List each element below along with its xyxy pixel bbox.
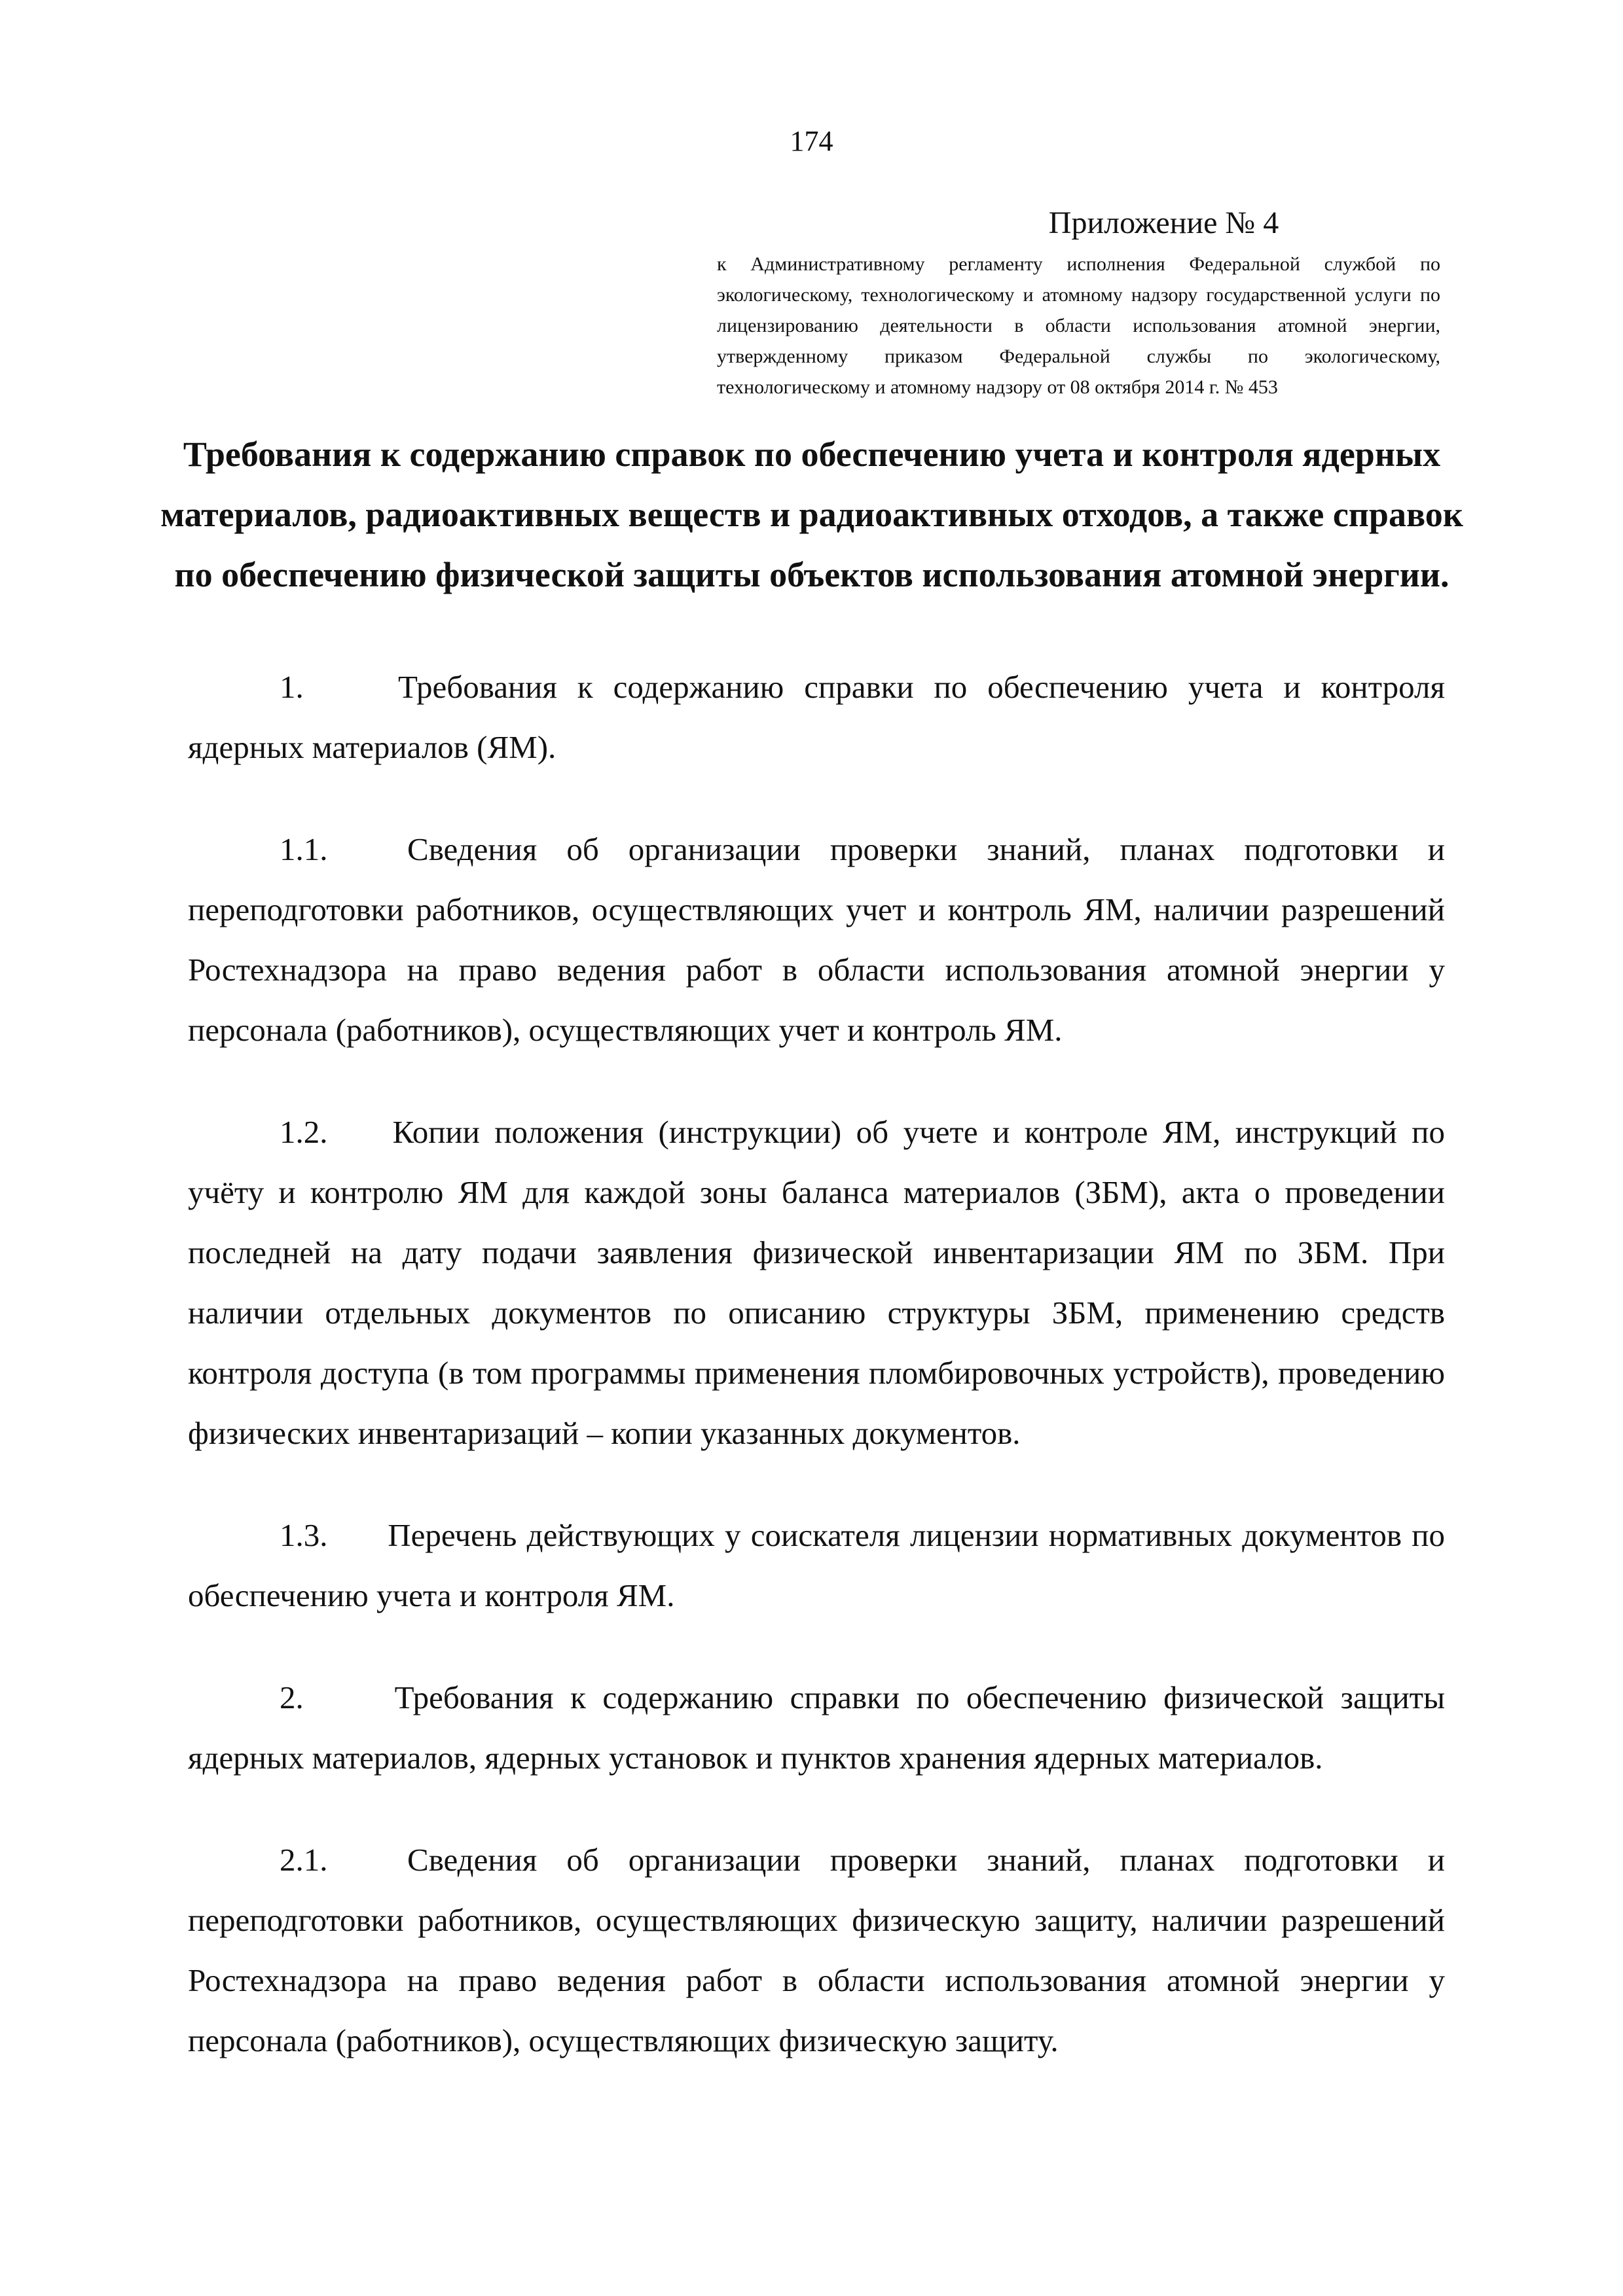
paragraph-number: 1.3. (280, 1517, 328, 1553)
paragraph-number: 1. (280, 669, 304, 705)
paragraph-text: Требования к содержанию справки по обеспечению физической защиты ядерных материалов, ядерных установок и пунктов хранения ядерных материалов. (188, 1679, 1446, 1776)
paragraph-text: Перечень действующих у соискателя лицензии нормативных документов по обеспечению учета и контроля ЯМ. (188, 1517, 1446, 1613)
paragraph-number: 2. (280, 1679, 304, 1715)
appendix-text: к Административному регламенту исполнения Федеральной службой по экологическому, технологическому и атомному надзору государственной услуги по лицензированию деятельности в области использования атомной энергии, утвержденному приказом Федеральной службы по экологическому, технологическому и атомному надзору от 08 октября 2014 г. № 453 (717, 253, 1440, 398)
page-number: 174 (790, 125, 833, 157)
paragraph-2 (188, 1668, 1445, 1788)
paragraph-2-1 (188, 1830, 1445, 2071)
paragraph-text: Требования к содержанию справки по обеспечению учета и контроля ядерных материалов (ЯМ). (188, 669, 1446, 765)
paragraph-number: 1.1. (280, 831, 328, 867)
paragraph-text: Сведения об организации проверки знаний, планах подготовки и переподготовки работников, осуществляющих учет и контроль ЯМ, наличии разрешений Ростехнадзора на право ведения работ в области использования атомной энергии у персонала (работников), осуществляющих учет и контроль ЯМ. (188, 831, 1445, 1048)
paragraph-number: 2.1. (280, 1842, 328, 1878)
appendix-title: Приложение № 4 (1048, 206, 1279, 240)
appendix-block (717, 203, 1440, 403)
paragraph-1 (188, 657, 1445, 778)
paragraph-1-1 (188, 819, 1445, 1060)
paragraph-1-2 (188, 1102, 1445, 1463)
paragraph-text: Копии положения (инструкции) об учете и контроле ЯМ, инструкций по учёту и контролю ЯМ для каждой зоны баланса материалов (ЗБМ), акта о проведении последней на дату подачи заявления физической инвентаризации ЯМ по ЗБМ. При наличии отдельных документов по описанию структуры ЗБМ, применению средств контроля доступа (в том программы применения пломбировочных устройств), проведению физических инвентаризаций – копии указанных документов. (188, 1114, 1446, 1451)
document-title: Требования к содержанию справок по обеспечению учета и контроля ядерных материалов, радиоактивных веществ и радиоактивных отходов, а также справок по обеспечению физической защиты объектов использования атомной энергии. (160, 435, 1463, 594)
document-body (188, 657, 1445, 2113)
paragraph-text: Сведения об организации проверки знаний, планах подготовки и переподготовки работников, осуществляющих физическую защиту, наличии разрешений Ростехнадзора на право ведения работ в области использования атомной энергии у персонала (работников), осуществляющих физическую защиту. (188, 1842, 1445, 2058)
paragraph-number: 1.2. (280, 1114, 328, 1150)
paragraph-1-3 (188, 1505, 1445, 1626)
